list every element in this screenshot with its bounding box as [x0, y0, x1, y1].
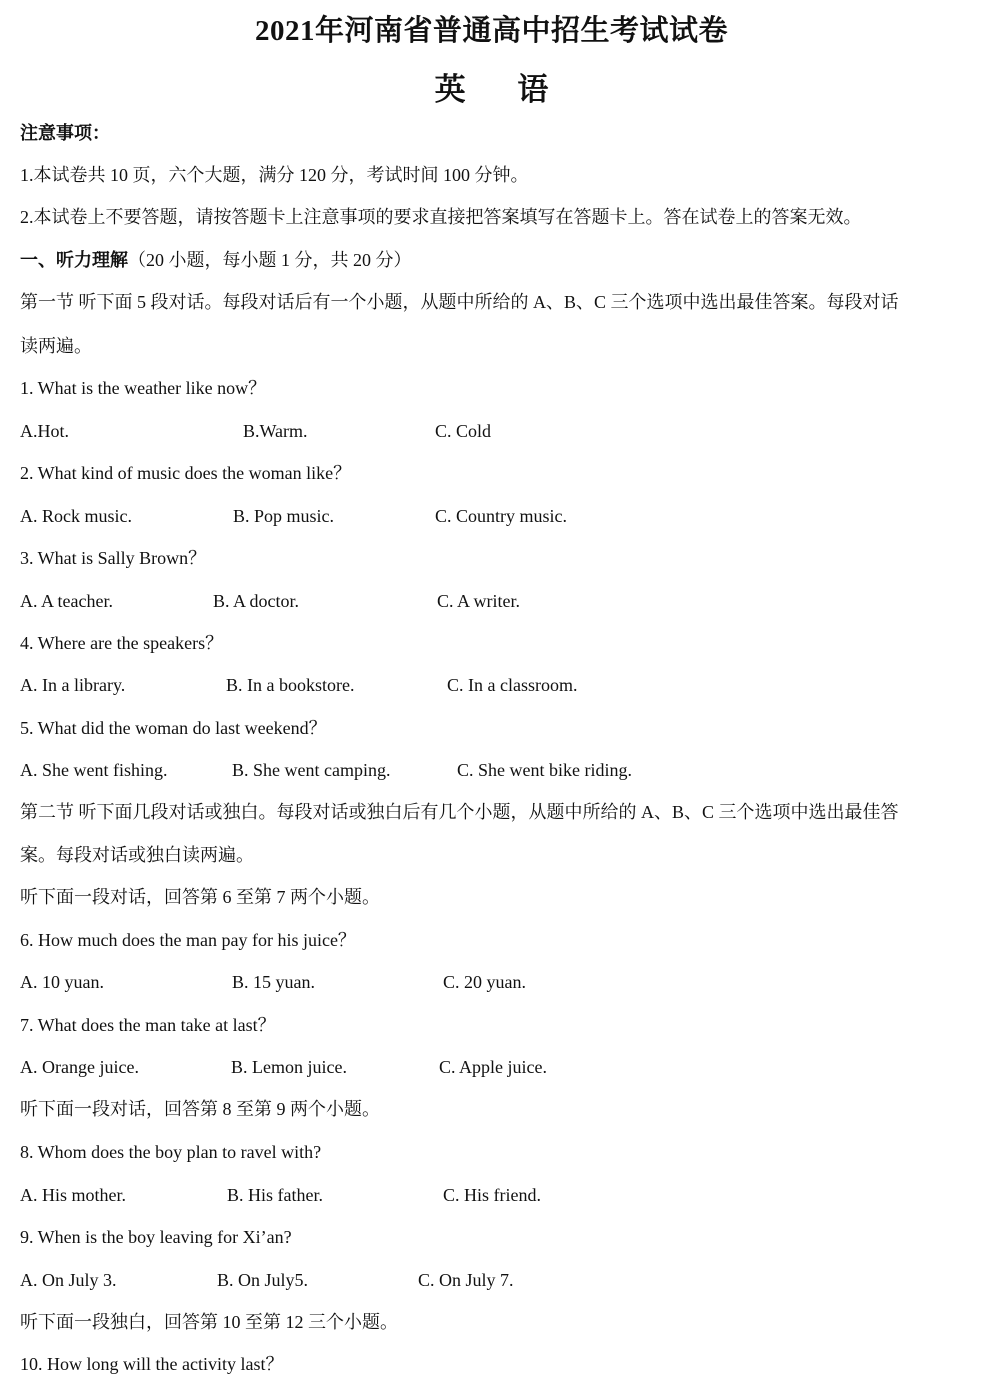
notice-item-1: 1.本试卷共 10 页，六个大题，满分 120 分，考试时间 100 分钟。 [20, 165, 529, 185]
q1-option-a: A.Hot. [20, 421, 69, 441]
q4-option-b: B. In a bookstore. [226, 675, 355, 695]
q4-option-c: C. In a classroom. [447, 675, 578, 695]
q3-option-c: C. A writer. [437, 591, 521, 611]
q8-option-b: B. His father. [227, 1185, 323, 1205]
question-1: 1. What is the weather like now？ [20, 378, 267, 398]
q8-option-c: C. His friend. [443, 1185, 541, 1205]
section2-instruction-1: 第二节 听下面几段对话或独白。每段对话或独白后有几个小题，从题中所给的 A、B、C 三个选项中选出最佳答 [20, 802, 899, 822]
question-5: 5. What did the woman do last weekend？ [20, 718, 327, 738]
notice-item-2: 2.本试卷上不要答题，请按答题卡上注意事项的要求直接把答案填写在答题卡上。答在试卷上的答案无效。 [20, 207, 862, 227]
q7-option-b: B. Lemon juice. [231, 1057, 347, 1077]
part1-heading: 一、听力理解 [20, 250, 128, 270]
question-3: 3. What is Sally Brown？ [20, 548, 207, 568]
notice-heading: 注意事项： [20, 123, 110, 143]
section1-instruction-1: 第一节 听下面 5 段对话。每段对话后有一个小题，从题中所给的 A、B、C 三个选项中选出最佳答案。每段对话 [20, 292, 899, 312]
question-8: 8. Whom does the boy plan to ravel with? [20, 1142, 322, 1162]
q5-option-b: B. She went camping. [232, 760, 391, 780]
q6-option-a: A. 10 yuan. [20, 972, 104, 992]
question-9: 9. When is the boy leaving for Xi’an? [20, 1227, 292, 1247]
q7-option-c: C. Apple juice. [439, 1057, 547, 1077]
q9-option-a: A. On July 3. [20, 1270, 117, 1290]
q7-option-a: A. Orange juice. [20, 1057, 139, 1077]
question-2: 2. What kind of music does the woman like？ [20, 463, 352, 483]
part1-heading-note: （20 小题，每小题 1 分，共 20 分） [128, 250, 412, 270]
q9-option-c: C. On July 7. [418, 1270, 514, 1290]
question-7: 7. What does the man take at last？ [20, 1015, 276, 1035]
q3-option-b: B. A doctor. [213, 591, 300, 611]
q6-option-b: B. 15 yuan. [232, 972, 315, 992]
exam-title: 2021年河南省普通高中招生考试试卷 [254, 15, 728, 47]
subject-title: 英 语 [434, 72, 571, 107]
instruction-q8-q9: 听下面一段对话，回答第 8 至第 9 两个小题。 [20, 1099, 380, 1119]
q2-option-c: C. Country music. [435, 506, 568, 526]
instruction-q10-q12: 听下面一段独白，回答第 10 至第 12 三个小题。 [20, 1312, 398, 1332]
part1-heading-line [20, 248, 412, 272]
q4-option-a: A. In a library. [20, 675, 126, 695]
question-6: 6. How much does the man pay for his juice？ [20, 930, 356, 950]
question-10: 10. How long will the activity last？ [20, 1354, 284, 1374]
q1-option-b: B.Warm. [243, 421, 308, 441]
q6-option-c: C. 20 yuan. [443, 972, 526, 992]
q3-option-a: A. A teacher. [20, 591, 113, 611]
q5-option-a: A. She went fishing. [20, 760, 168, 780]
q8-option-a: A. His mother. [20, 1185, 126, 1205]
q9-option-b: B. On July5. [217, 1270, 309, 1290]
q2-option-b: B. Pop music. [233, 506, 335, 526]
section1-instruction-2: 读两遍。 [20, 336, 92, 356]
q5-option-c: C. She went bike riding. [457, 760, 632, 780]
instruction-q6-q7: 听下面一段对话，回答第 6 至第 7 两个小题。 [20, 887, 380, 907]
q2-option-a: A. Rock music. [20, 506, 132, 526]
question-4: 4. Where are the speakers？ [20, 633, 224, 653]
q1-option-c: C. Cold [435, 421, 492, 441]
section2-instruction-2: 案。每段对话或独白读两遍。 [20, 845, 254, 865]
